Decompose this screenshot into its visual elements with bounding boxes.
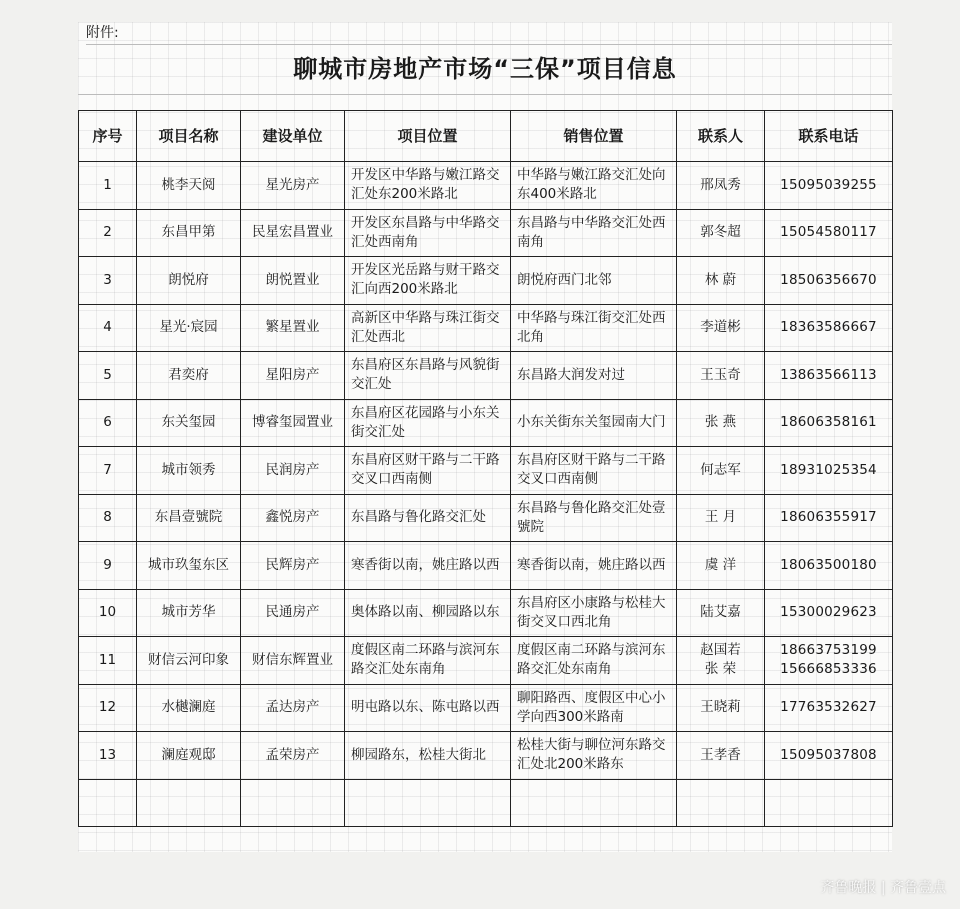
builder: 繁星置业 [241,304,345,352]
project-name: 朗悦府 [137,257,241,305]
table-row [79,304,893,352]
contact-person: 王晓莉 [677,684,765,732]
project-name: 桃李天阅 [137,162,241,210]
row-number: 8 [79,494,137,542]
row-number: 4 [79,304,137,352]
builder: 博睿玺园置业 [241,399,345,447]
contact-name: 赵国若 [700,642,741,659]
project-location: 东昌府区财干路与二干路交叉口西南侧 [345,447,511,495]
contact-phone: 17763532627 [765,684,893,732]
builder: 鑫悦房产 [241,494,345,542]
document-title: 聊城市房地产市场“三保”项目信息 [78,44,892,95]
contact-person: 虞 洋 [677,542,765,590]
project-name: 星光·宸园 [137,304,241,352]
builder: 民通房产 [241,589,345,637]
contact-phone [765,637,893,685]
contact-phone: 15300029623 [765,589,893,637]
project-name: 澜庭观邸 [137,732,241,780]
empty-cell [765,779,893,827]
contact-phone: 18506356670 [765,257,893,305]
header-project-name: 项目名称 [137,111,241,162]
builder: 民润房产 [241,447,345,495]
header-contact: 联系人 [677,111,765,162]
contact-phone: 15095037808 [765,732,893,780]
contact-phone: 18931025354 [765,447,893,495]
project-location: 东昌府区花园路与小东关街交汇处 [345,399,511,447]
sales-location: 东昌府区小康路与松桂大街交叉口西北角 [511,589,677,637]
table-header-row [79,111,893,162]
header-sales-location: 销售位置 [511,111,677,162]
contact-phone: 15054580117 [765,209,893,257]
sales-location: 东昌路与中华路交汇处西南角 [511,209,677,257]
row-number: 3 [79,257,137,305]
contact-person: 李道彬 [677,304,765,352]
sales-location: 聊阳路西、度假区中心小学向西300米路南 [511,684,677,732]
contact-phone: 18363586667 [765,304,893,352]
table-row [79,162,893,210]
empty-cell [137,779,241,827]
project-name: 城市玖玺东区 [137,542,241,590]
builder: 星光房产 [241,162,345,210]
builder: 民星宏昌置业 [241,209,345,257]
contact-person: 郭冬超 [677,209,765,257]
project-name: 东昌壹號院 [137,494,241,542]
builder: 星阳房产 [241,352,345,400]
project-name: 城市领秀 [137,447,241,495]
table-row [79,399,893,447]
contact-person: 林 蔚 [677,257,765,305]
sales-location: 中华路与珠江街交汇处西北角 [511,304,677,352]
project-location: 度假区南二环路与滨河东路交汇处东南角 [345,637,511,685]
table-row [79,209,893,257]
table-row [79,494,893,542]
sales-location: 中华路与嫩江路交汇处向东400米路北 [511,162,677,210]
contact-person: 王 月 [677,494,765,542]
sales-location: 东昌路与鲁化路交汇处壹號院 [511,494,677,542]
header-phone: 联系电话 [765,111,893,162]
project-location: 高新区中华路与珠江街交汇处西北 [345,304,511,352]
empty-cell [79,779,137,827]
table-row [79,257,893,305]
header-project-location: 项目位置 [345,111,511,162]
sales-location: 小东关街东关玺园南大门 [511,399,677,447]
header-no: 序号 [79,111,137,162]
project-location: 东昌府区东昌路与风貌街交汇处 [345,352,511,400]
table-row [79,637,893,685]
table-row [79,589,893,637]
builder: 孟荣房产 [241,732,345,780]
row-number: 12 [79,684,137,732]
row-number: 2 [79,209,137,257]
phone-number: 15666853336 [780,661,877,678]
empty-row [79,779,893,827]
contact-phone: 13863566113 [765,352,893,400]
contact-phone: 18063500180 [765,542,893,590]
project-name: 东关玺园 [137,399,241,447]
contact-phone: 15095039255 [765,162,893,210]
project-location: 开发区中华路与嫩江路交汇处东200米路北 [345,162,511,210]
watermark: 齐鲁晚报 | 齐鲁壹点 [820,880,946,896]
project-location: 奥体路以南、柳园路以东 [345,589,511,637]
project-info-table [78,110,893,827]
contact-person: 王孝香 [677,732,765,780]
row-number: 9 [79,542,137,590]
empty-cell [345,779,511,827]
empty-cell [241,779,345,827]
contact-person [677,637,765,685]
project-name: 水樾澜庭 [137,684,241,732]
empty-cell [677,779,765,827]
builder: 财信东辉置业 [241,637,345,685]
project-location: 柳园路东，松桂大街北 [345,732,511,780]
project-location: 寒香街以南，姚庄路以西 [345,542,511,590]
contact-phone: 18606355917 [765,494,893,542]
contact-person: 王玉奇 [677,352,765,400]
row-number: 6 [79,399,137,447]
row-number: 10 [79,589,137,637]
contact-phone: 18606358161 [765,399,893,447]
project-location: 开发区东昌路与中华路交汇处西南角 [345,209,511,257]
sales-location: 朗悦府西门北邻 [511,257,677,305]
project-name: 城市芳华 [137,589,241,637]
table-row [79,352,893,400]
header-builder: 建设单位 [241,111,345,162]
sales-location: 寒香街以南，姚庄路以西 [511,542,677,590]
project-location: 开发区光岳路与财干路交汇向西200米路北 [345,257,511,305]
empty-cell [511,779,677,827]
project-location: 明屯路以东、陈屯路以西 [345,684,511,732]
project-name: 东昌甲第 [137,209,241,257]
builder: 朗悦置业 [241,257,345,305]
row-number: 11 [79,637,137,685]
contact-person: 陆艾嘉 [677,589,765,637]
contact-person: 何志军 [677,447,765,495]
sales-location: 东昌路大润发对过 [511,352,677,400]
project-location: 东昌路与鲁化路交汇处 [345,494,511,542]
table-row [79,542,893,590]
table-row [79,684,893,732]
table-row [79,732,893,780]
builder: 孟达房产 [241,684,345,732]
project-name: 财信云河印象 [137,637,241,685]
row-number: 7 [79,447,137,495]
contact-person: 张 燕 [677,399,765,447]
contact-name: 张 荣 [704,661,737,678]
phone-number: 18663753199 [780,642,877,659]
sales-location: 度假区南二环路与滨河东路交汇处东南角 [511,637,677,685]
attachment-label: 附件: [86,22,892,45]
row-number: 13 [79,732,137,780]
sales-location: 东昌府区财干路与二干路交叉口西南侧 [511,447,677,495]
table-row [79,447,893,495]
contact-person: 邢凤秀 [677,162,765,210]
builder: 民辉房产 [241,542,345,590]
row-number: 1 [79,162,137,210]
row-number: 5 [79,352,137,400]
sales-location: 松桂大街与聊位河东路交汇处北200米路东 [511,732,677,780]
project-name: 君奕府 [137,352,241,400]
